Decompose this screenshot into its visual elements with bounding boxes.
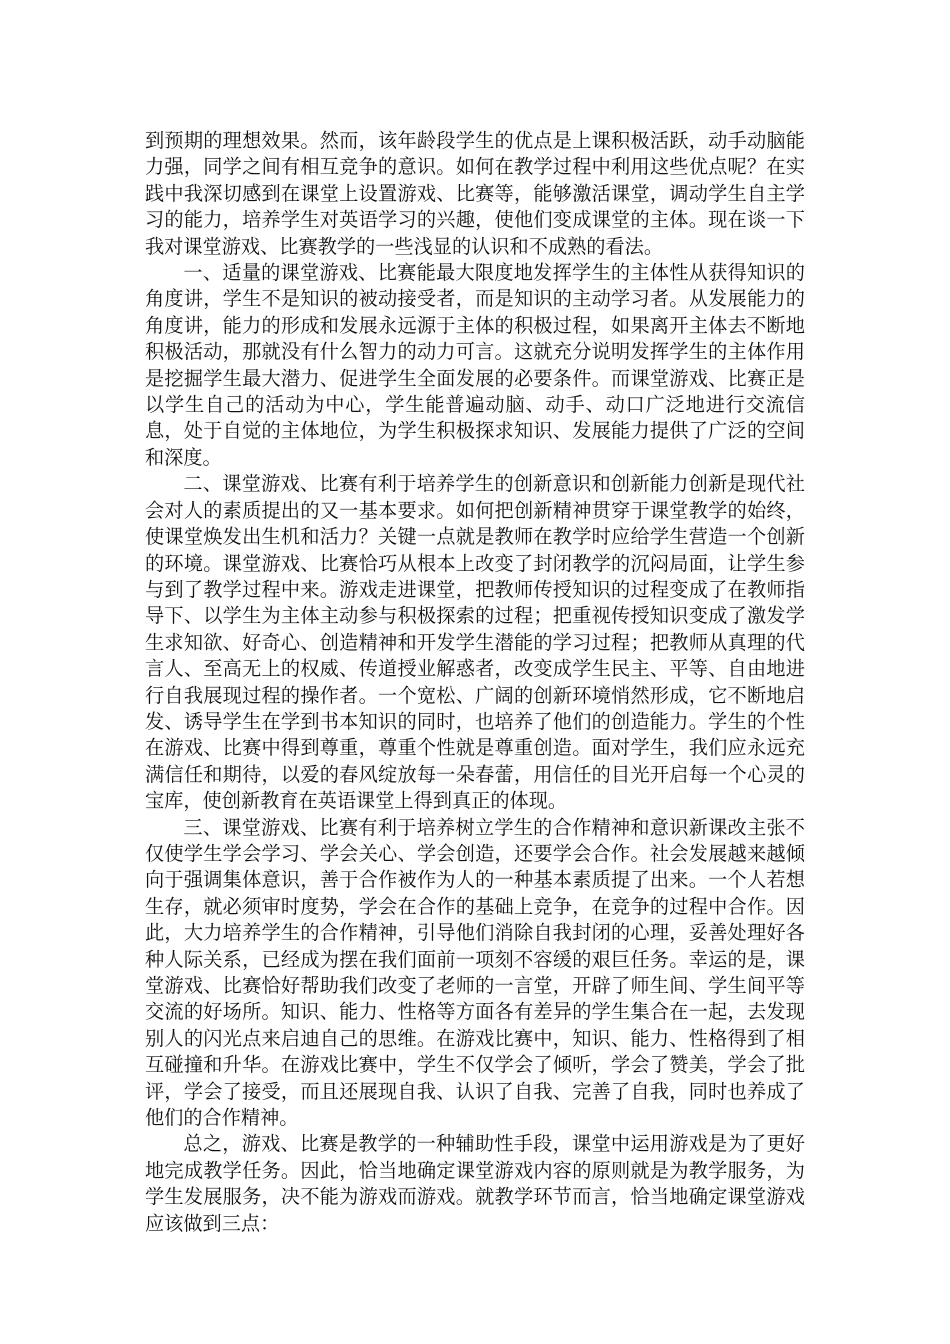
paragraph-conclusion: 总之，游戏、比赛是教学的一种辅助性手段，课堂中运用游戏是为了更好地完成教学任务。因此，恰当地确定课堂游戏内容的原则就是为教学服务，为学生发展服务，决不能为游戏而游戏。就教学环节而言，恰当地确定课堂游戏应该做到三点： [145,1132,805,1235]
paragraph-section-3: 三、课堂游戏、比赛有利于培养树立学生的合作精神和意识新课改主张不仅使学生学会学习、学会关心、学会创造，还要学会合作。社会发展越来越倾向于强调集体意识，善于合作被作为人的一种基本素质提了出来。一个人若想生存，就必须审时度势，学会在合作的基础上竞争，在竞争的过程中合作。因此，大力培养学生的合作精神，引导他们消除自我封闭的心理，妥善处理好各种人际关系，已经成为摆在我们面前一项刻不容缓的艰巨任务。幸运的是，课堂游戏、比赛恰好帮助我们改变了老师的一言堂，开辟了师生间、学生间平等交流的好场所。知识、能力、性格等方面各有差异的学生集合在一起，去发现别人的闪光点来启迪自己的思维。在游戏比赛中，知识、能力、性格得到了相互碰撞和升华。在游戏比赛中，学生不仅学会了倾听，学会了赞美，学会了批评，学会了接受，而且还展现自我、认识了自我、完善了自我，同时也养成了他们的合作精神。 [145,815,805,1130]
document-body [145,128,805,1237]
paragraph-section-2: 二、课堂游戏、比赛有利于培养学生的创新意识和创新能力创新是现代社会对人的素质提出的又一基本要求。如何把创新精神贯穿于课堂教学的始终，使课堂焕发出生机和活力？关键一点就是教师在教学时应给学生营造一个创新的环境。课堂游戏、比赛恰巧从根本上改变了封闭教学的沉闷局面，让学生参与到了教学过程中来。游戏走进课堂，把教师传授知识的过程变成了在教师指导下、以学生为主体主动参与积极探索的过程；把重视传授知识变成了激发学生求知欲、好奇心、创造精神和开发学生潜能的学习过程；把教师从真理的代言人、至高无上的权威、传道授业解惑者，改变成学生民主、平等、自由地进行自我展现过程的操作者。一个宽松、广阔的创新环境悄然形成，它不断地启发、诱导学生在学到书本知识的同时，也培养了他们的创造能力。学生的个性在游戏、比赛中得到尊重，尊重个性就是尊重创造。面对学生，我们应永远充满信任和期待，以爱的春风绽放每一朵春蕾，用信任的目光开启每一个心灵的宝库，使创新教育在英语课堂上得到真正的体现。 [145,472,805,813]
paragraph-continuation: 到预期的理想效果。然而，该年龄段学生的优点是上课积极活跃，动手动脑能力强，同学之间有相互竞争的意识。如何在教学过程中利用这些优点呢？在实践中我深切感到在课堂上设置游戏、比赛等，能够激活课堂，调动学生自主学习的能力，培养学生对英语学习的兴趣，使他们变成课堂的主体。现在谈一下我对课堂游戏、比赛教学的一些浅显的认识和不成熟的看法。 [145,129,805,258]
paragraph-section-1: 一、适量的课堂游戏、比赛能最大限度地发挥学生的主体性从获得知识的角度讲，学生不是知识的被动接受者，而是知识的主动学习者。从发展能力的角度讲，能力的形成和发展永远源于主体的积极过程，如果离开主体去不断地积极活动，那就没有什么智力的动力可言。这就充分说明发挥学生的主体作用是挖掘学生最大潜力、促进学生全面发展的必要条件。而课堂游戏、比赛正是以学生自己的活动为中心，学生能普遍动脑、动手、动口广泛地进行交流信息，处于自觉的主体地位，为学生积极探求知识、发展能力提供了广泛的空间和深度。 [145,261,805,469]
